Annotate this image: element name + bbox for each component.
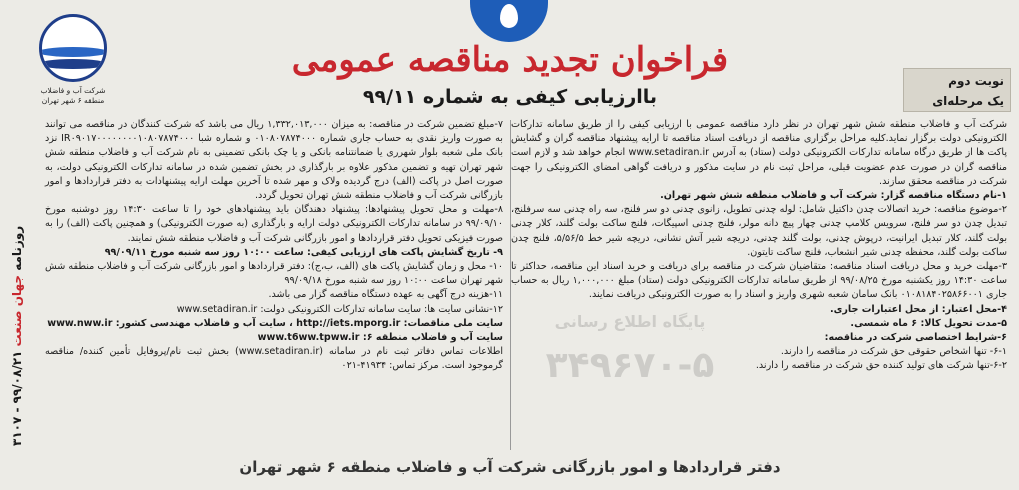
item-12-contact: اطلاعات تماس دفاتر ثبت نام در سامانه (www.setadiran.ir) بخش ثبت نام/پروفایل تأمین کننده/ مناقصه گرموجود است. مرکز تماس: ۴۱۹۳۴-۰۲۱ bbox=[45, 346, 504, 372]
watermark-phone: ۳۴۹۶۷۰-۵ bbox=[545, 345, 715, 386]
newspaper-name: جهان صنعت bbox=[10, 274, 24, 347]
item-6-2: ۶-۲-تنها شرکت های تولید کننده حق شرکت در مناقصه را دارند. bbox=[755, 360, 1007, 372]
item-8: ۸-مهلت و محل تحویل پیشنهادها: پیشنهاد دهندگان باید پیشنهادهای خود را تا ساعت ۱۴:۳۰ روز دوشنبه مورخ ۹۹/۰۹/۱۰ در سامانه تدارکات الکترونیکی دولت ارایه و بارگذاری (به صورت الکترونیکی) و همچنین پاکت (الف) را به صورت فیزیکی تحویل دفتر قراردادها و امور بازرگانی شرکت آب و فاضلاب منطقه شش نمایند. bbox=[45, 204, 503, 244]
item-6: ۶-شرایط اختصاصی شرکت در مناقصه: bbox=[824, 332, 1007, 344]
footer-issuer: دفتر قراردادها و امور بازرگانی شرکت آب و فاضلاب منطقه ۶ شهر تهران bbox=[239, 458, 781, 476]
intro-paragraph: شرکت آب و فاضلاب منطقه شش شهر تهران در نظر دارد مناقصه عمومی با ارزیابی کیفی را از طریق سامانه تدارکات الکترونیکی دولت برگزار نماید.کلیه مراحل برگزاری مناقصه از دریافت اسناد مناقصه تا ارایه پیشنهاد مناقصه گران و گشایش پاکت ها از طریق درگاه سامانه تدارکات الکترونیکی دولت (ستاد) به آدرس www.setadiran.ir انجام خواهد شد و لازم است مناقصه گران در صورت عدم عضویت قبلی، مراحل ثبت نام در سایت مذکور و دریافت گواهی امضای الکترونیکی را جهت شرکت در مناقصه محقق سازند. bbox=[511, 119, 1007, 187]
stage-label: یک مرحله‌ای bbox=[932, 94, 1004, 108]
item-1: ۱-نام دستگاه مناقصه گزار: شرکت آب و فاضلاب منطقه شش شهر تهران. bbox=[660, 190, 1007, 202]
item-12: ۱۲-نشانی سایت ها: سایت سامانه تدارکات الکترونیکی دولت: www.setadiran.ir bbox=[176, 303, 503, 315]
notice-subtitle: باارزیابی کیفی به شماره ۹۹/۱۱ bbox=[362, 86, 658, 108]
item-11: ۱۱-هزینه درج آگهی به عهده دستگاه مناقصه گزار می باشد. bbox=[268, 289, 503, 301]
round-badge bbox=[903, 68, 1011, 112]
item-7: ۷-مبلغ تضمین شرکت در مناقصه: به میزان ۱,۳۳۲,۰۱۳,۰۰۰ ریال می باشد که شرکت کنندگان در مناقصه می توانند به صورت واریز نقدی به حساب جاری شماره ۰۱۰۸۰۷۸۷۴۰۰۰ و شماره شبا IR۰۹۰۱۷۰۰۰۰۰۰۰۰۱۰۸۰۷۸۷۴۰۰۰ نزد بانک ملی شعبه بلوار شهرری یا ضمانتنامه بانکی و یا چک بانکی تضمینی به نام شرکت آب و فاضلاب منطقه شش شهر تهران تهیه و تضمین مذکور علاوه بر بارگذاری در بخش تضمین شده در سامانه تدارکات الکترونیکی دولت، به صورت اصل در پاکت (الف) درج گردیده ولاک و مهر شده تا آخرین مهلت ارایه پیشنهادات به دفتر قراردادها و امور بازرگانی شرکت آب و فاضلاب منطقه شش تهران تحویل گردد. bbox=[45, 119, 503, 202]
logo-text-line1: شرکت آب و فاضلاب bbox=[40, 86, 106, 95]
newspaper-strip bbox=[2, 225, 30, 450]
left-column bbox=[45, 118, 503, 374]
item-6-1: ۶-۱- تنها اشخاص حقوقی حق شرکت در مناقصه را دارند. bbox=[780, 346, 1007, 358]
item-3: ۳-مهلت خرید و محل دریافت اسناد مناقصه: متقاضیان شرکت در مناقصه برای دریافت و خرید اسناد این مناقصه، حداکثر تا ساعت ۱۴:۳۰ روز یکشنبه مورخ ۹۹/۰۸/۲۵ از طریق سامانه تدارکات الکترونیکی دولت (ستاد) مبلغ ۱,۰۰۰,۰۰۰ ریال به حساب جاری ۰۱۰۸۱۸۴۰۲۵۸۶۶۰۰۱ بانک سامان شعبه شهری واریز و اسناد را به صورت الکترونیکی دریافت نمایند. bbox=[511, 261, 1007, 301]
notice-title: فراخوان تجدید مناقصه عمومی bbox=[291, 40, 729, 80]
item-2: ۲-موضوع مناقصه: خرید اتصالات چدن داکتیل شامل: لوله چدنی تطویل، زانوی چدنی دو سر فلنج، سه راه چدنی سه سرفلنج، تبدیل چدن دو سر فلنج، سرویس کلامپ چدنی چهار پیچ دانه مولر، فلنج چدنی اسپیگات، فلنج ساکت بولت گلند، کلار چدنی بولت گلند، کلار تبدیل ایرانیت، درپوش چدنی، بولت گلند چدنی، دریچه شیر آتش نشانی، دریچه شیر خط ۵/۵۶/۵، فلنج چدن ساکت بولت گلند، محفظه چدنی شیر انشعاب، فلنج ساکت تایتون. bbox=[511, 204, 1007, 258]
right-column bbox=[511, 118, 1007, 374]
water-logo-icon bbox=[39, 14, 107, 82]
round-label: نوبت دوم bbox=[948, 74, 1004, 88]
logo-text-line2: منطقه ۶ شهر تهران bbox=[41, 96, 105, 105]
water-drop-icon bbox=[500, 4, 518, 28]
newspaper-date: ۹۹/۰۸/۲۱ - ۳۱۰۷ bbox=[10, 350, 24, 446]
column-divider bbox=[510, 120, 511, 450]
item-9: ۹- تاریخ گشایش پاکت های ارزیابی کیفی: ساعت ۱۰:۰۰ روز سه شنبه مورخ ۹۹/۰۹/۱۱ bbox=[104, 246, 503, 258]
newspaper-label: روزنامه bbox=[10, 225, 24, 271]
item-12-region-site: سایت آب و فاضلاب منطقه ۶: www.t6ww.tpww.ir bbox=[257, 332, 503, 344]
item-12-sites: سایت ملی مناقصات: http://iets.mporg.ir ، سایت آب و فاضلاب مهندسی کشور: www.nww.ir bbox=[47, 317, 503, 329]
watermark-text: پایگاه اطلاع رسانی bbox=[554, 312, 706, 331]
item-5: ۵-مدت تحویل کالا: ۶ ماه شمسی. bbox=[850, 317, 1007, 329]
item-4: ۴-محل اعتبار: از محل اعتبارات جاری. bbox=[829, 303, 1007, 315]
item-10: ۱۰- محل و زمان گشایش پاکت های (الف، ب،ج): دفتر قراردادها و امور بازرگانی شرکت آب و فاضلاب منطقه شش شهر تهران ساعت ۱۰:۰۰ روز سه شنبه مورخ ۹۹/۰۹/۱۸ bbox=[45, 261, 503, 287]
company-logo bbox=[30, 14, 116, 106]
water-drop-badge bbox=[470, 0, 548, 42]
